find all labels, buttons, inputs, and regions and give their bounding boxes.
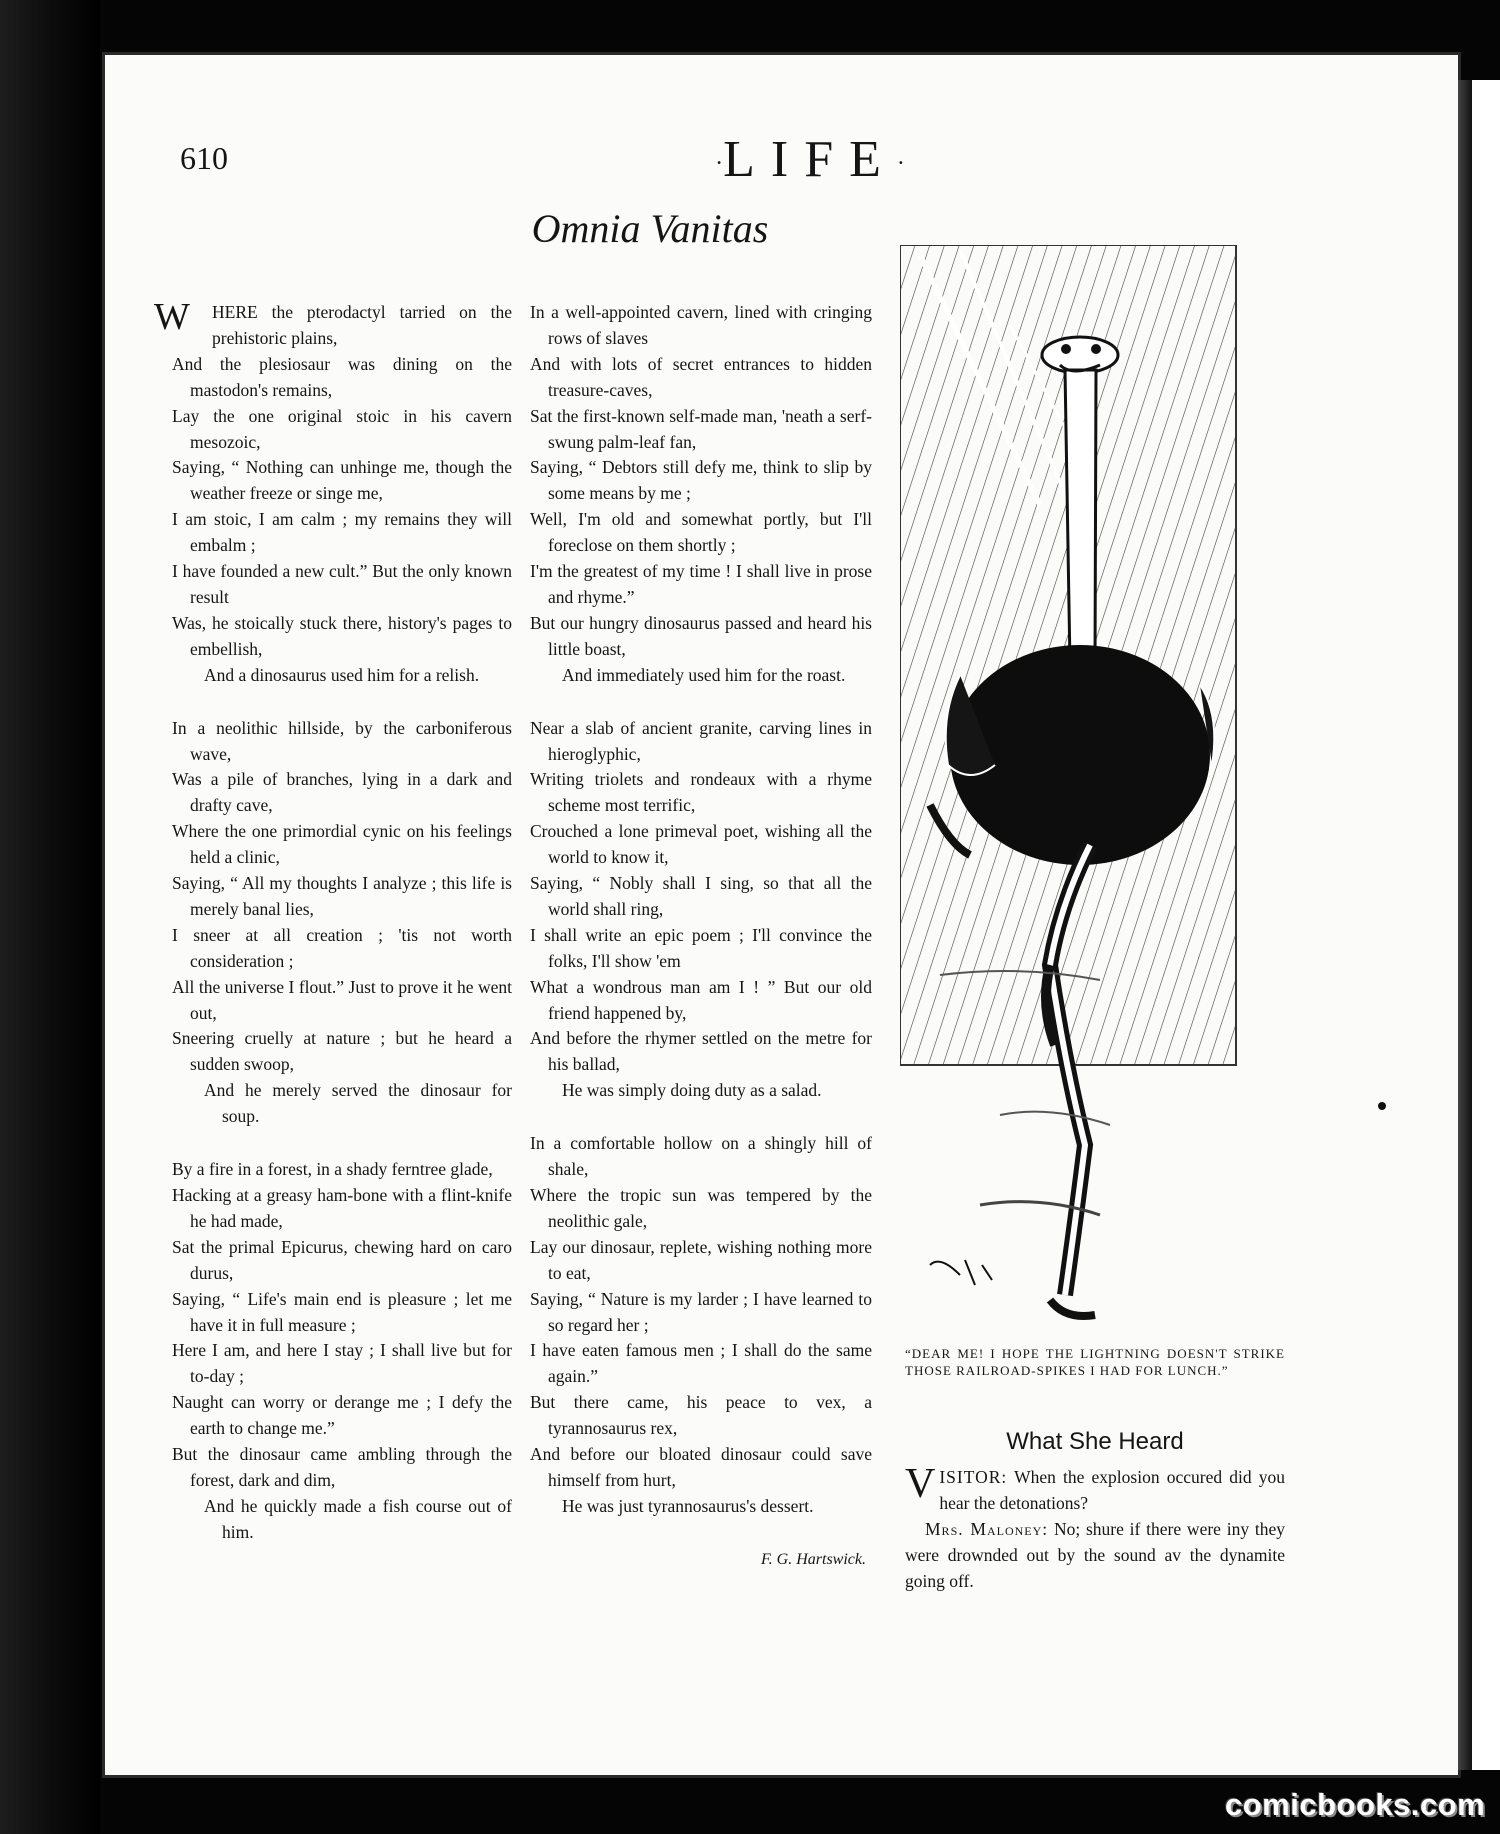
illustration-caption: “DEAR ME! I HOPE THE LIGHTNING DOESN'T STRIKE THOSE RAILROAD-SPIKES I HAD FOR LUNCH.”: [905, 1346, 1285, 1378]
poem-line: All the universe I flout.” Just to prove it he went out,: [172, 976, 512, 1023]
stanza: [530, 716, 872, 1105]
poem-line: But there came, his peace to vex, a tyrannosaurus rex,: [530, 1392, 872, 1439]
poem-line: Was, he stoically stuck there, history's pages to embellish,: [172, 612, 512, 659]
speaker-maloney: Mrs. Maloney:: [925, 1518, 1049, 1539]
speaker-visitor: ISITOR:: [939, 1467, 1008, 1487]
poem-line-refrain: And he merely served the dinosaur for soup.: [204, 1080, 512, 1127]
poem-line: Where the tropic sun was tempered by the neolithic gale,: [530, 1185, 872, 1231]
poem-line: And the plesiosaur was dining on the mastodon's remains,: [172, 353, 512, 400]
poem-line: I sneer at all creation ; 'tis not worth consideration ;: [172, 924, 512, 971]
ostrich-drawing-icon: [900, 245, 1282, 1335]
poem-line: Near a slab of ancient granite, carving lines in hieroglyphic,: [530, 717, 872, 764]
stanza: [154, 296, 512, 689]
poem-line: Saying, “ All my thoughts I analyze ; this life is merely banal lies,: [172, 873, 512, 919]
page-gutter-shadow: [1458, 80, 1472, 1770]
visitor-line: When the explosion occured did you hear the detonations?: [939, 1467, 1285, 1513]
ink-dot: [1378, 1102, 1386, 1110]
poem-line: But our hungry dinosaurus passed and heard his little boast,: [530, 612, 872, 659]
stanza: [172, 716, 512, 1131]
poem-line-refrain: And he quickly made a fish course out of him.: [204, 1495, 512, 1542]
drop-cap: W: [154, 296, 190, 338]
poem-line: I shall write an epic poem ; I'll convince the folks, I'll show 'em: [530, 924, 872, 971]
article-body: [905, 1461, 1285, 1595]
stanza: [530, 300, 872, 689]
poem-line: And with lots of secret entrances to hidden treasure-caves,: [530, 353, 872, 400]
poem-line: In a comfortable hollow on a shingly hill of shale,: [530, 1133, 872, 1180]
reply-paragraph: [905, 1517, 1285, 1595]
page-number: 610: [180, 140, 228, 176]
poem-line-refrain: He was simply doing duty as a salad.: [562, 1080, 822, 1101]
poem-line: Sat the first-known self-made man, 'neath a serf-swung palm-leaf fan,: [530, 405, 872, 452]
poem-line: I am stoic, I am calm ; my remains they will embalm ;: [172, 509, 512, 556]
poem-line: I have eaten famous men ; I shall do the same again.”: [530, 1340, 872, 1387]
poem-line: HERE the pterodactyl tarried on the prehistoric plains,: [212, 302, 512, 348]
poem-line: Lay our dinosaur, replete, wishing nothing more to eat,: [530, 1236, 872, 1283]
poem-line: I have founded a new cult.” But the only known result: [172, 561, 512, 607]
scanner-edge: [0, 0, 100, 1834]
next-page-edge: [1472, 80, 1500, 1770]
reply-line: No; shure if there were iny they were drownded out by the sound av the dynamite going off.: [905, 1518, 1285, 1591]
poem-line-refrain: And immediately used him for the roast.: [562, 664, 846, 685]
drop-cap: V: [905, 1461, 936, 1507]
poem-line: Saying, “ Life's main end is pleasure ; let me have it in full measure ;: [172, 1288, 512, 1335]
poem-line: Hacking at a greasy ham-bone with a flint-knife he had made,: [172, 1185, 512, 1231]
poem-line: In a well-appointed cavern, lined with cringing rows of slaves: [530, 302, 872, 348]
poem-line: Crouched a lone primeval poet, wishing all the world to know it,: [530, 821, 872, 868]
poem-line: Here I am, and here I stay ; I shall live but for to-day ;: [172, 1340, 512, 1387]
poem-line: Saying, “ Nothing can unhinge me, though the weather freeze or singe me,: [172, 457, 512, 504]
poem-line: What a wondrous man am I ! ” But our old friend happened by,: [530, 976, 872, 1023]
poem-line: In a neolithic hillside, by the carboniferous wave,: [172, 717, 512, 764]
poem-line: Saying, “ Nature is my larder ; I have learned to so regard her ;: [530, 1288, 872, 1335]
poem-line: And before the rhymer settled on the metre for his ballad,: [530, 1028, 872, 1075]
poem-line: And before our bloated dinosaur could save himself from hurt,: [530, 1444, 872, 1490]
poem-line: Saying, “ Nobly shall I sing, so that all the world shall ring,: [530, 873, 872, 919]
poem-line: Saying, “ Debtors still defy me, think to slip by some means by me ;: [530, 457, 872, 504]
poem-line: Was a pile of branches, lying in a dark and drafty cave,: [172, 769, 512, 816]
watermark: comicbooks.com: [1225, 1787, 1486, 1822]
poem-line: Where the one primordial cynic on his feelings held a clinic,: [172, 821, 512, 868]
poem-line-refrain: He was just tyrannosaurus's dessert.: [562, 1495, 814, 1516]
author-signature: F. G. Hartswick.: [760, 1550, 866, 1568]
poem-title: Omnia Vanitas: [531, 206, 769, 251]
poem-line: Writing triolets and rondeaux with a rhyme scheme most terrific,: [530, 769, 872, 816]
poem-column-2: [530, 300, 872, 1573]
article-title: What She Heard: [1006, 1428, 1184, 1455]
poem-line: Lay the one original stoic in his cavern mesozoic,: [172, 405, 512, 452]
masthead: [600, 130, 1020, 189]
poem-line: Sneering cruelly at nature ; but he heard a sudden swoop,: [172, 1028, 512, 1075]
poem-line: By a fire in a forest, in a shady ferntree glade,: [172, 1159, 493, 1180]
poem-line: Naught can worry or derange me ; I defy the earth to change me.”: [172, 1392, 512, 1439]
poem-line: Sat the primal Epicurus, chewing hard on caro durus,: [172, 1236, 512, 1283]
masthead-title: LIFE: [723, 131, 897, 188]
poem-column-1: [154, 296, 512, 1573]
masthead-dot-right: ·: [896, 150, 905, 177]
stanza: [530, 1131, 872, 1520]
poem-line: But the dinosaur came ambling through the forest, dark and dim,: [172, 1444, 512, 1490]
poem-line: I'm the greatest of my time ! I shall live in prose and rhyme.”: [530, 561, 872, 607]
stanza: [172, 1157, 512, 1546]
poem-line-refrain: And a dinosaurus used him for a relish.: [204, 664, 480, 685]
masthead-dot-left: ·: [715, 150, 724, 177]
poem-line: Well, I'm old and somewhat portly, but I'll foreclose on them shortly ;: [530, 509, 872, 556]
